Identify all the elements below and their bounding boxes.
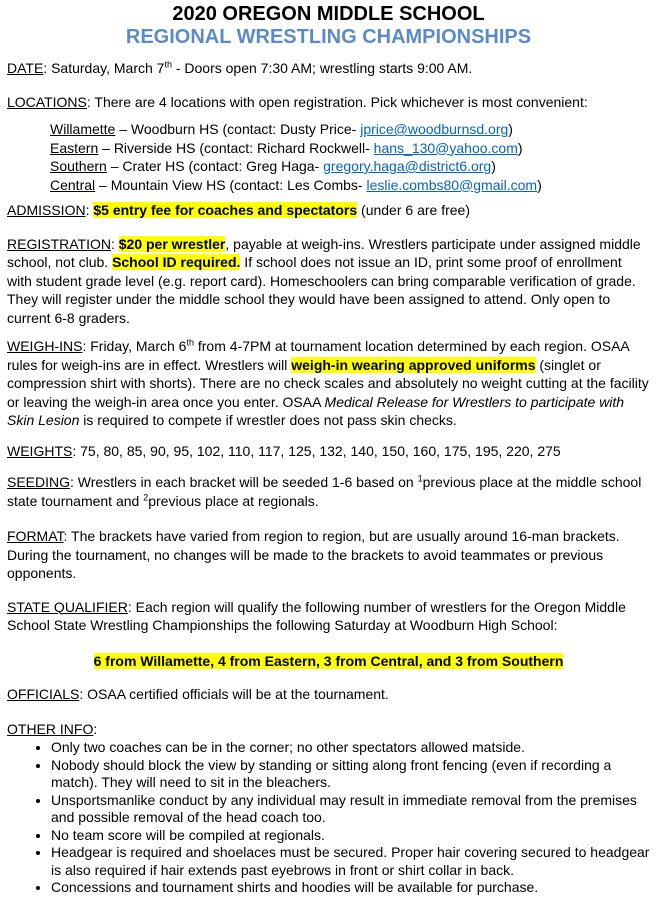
registration-colon: : [110,235,119,252]
location-item-southern [50,157,650,176]
region-name: Central [50,176,96,193]
state-qualifier-paragraph [7,598,650,635]
location-text-after: ) [491,158,496,174]
weights-line [7,442,650,461]
location-item-central [50,176,650,195]
format-paragraph [7,527,650,583]
seeding-superscript-2: 2 [143,491,149,502]
weighins-text-2: from 4-7PM at tournament location determined by each region. OSAA rules for weigh-ins are in effect. Wrestlers will [7,338,629,373]
seeding-superscript-1: 1 [417,473,423,484]
bullet-item-conduct: • Unsportsmanlike conduct by any individual may result in immediate removal from the premises and possible removal of the head coach too. [51,792,650,827]
bullet-item-team-score: • No team score will be compiled at regionals. [51,827,650,845]
weighins-superscript: th [186,337,194,348]
other-info-heading [7,720,650,739]
date-text-2: - Doors open 7:30 AM; wrestling starts 9:00 AM. [171,60,473,76]
other-info-list [7,739,650,897]
other-info-label: OTHER INFO [7,720,94,737]
location-text-after: ) [537,176,542,193]
locations-label: LOCATIONS [7,93,87,110]
email-link-willamette[interactable]: jprice@woodburnsd.org [360,121,509,137]
weighins-text-4: is required to compete if wrestler does not pass skin checks. [79,412,457,428]
weights-values: : 75, 80, 85, 90, 95, 102, 110, 117, 125, 132, 140, 150, 160, 175, 195, 220, 275 [72,442,561,459]
registration-text-after: If school does not issue an ID, print some proof of enrollment with student grade level (e.g. report card). Homeschoolers can bring comparable verification of grade. They will register under the middle school they would have been assigned to attend. Only open to current 6-8 graders. [7,254,636,326]
locations-list [7,120,650,194]
seeding-label: SEEDING [7,474,71,490]
title-line2: REGIONAL WRESTLING CHAMPIONSHIPS [125,26,532,48]
bullet-item-coaches: • Only two coaches can be in the corner; no other spectators allowed matside. [51,739,650,757]
title-line1: 2020 OREGON MIDDLE SCHOOL [172,3,485,25]
region-name: Eastern [50,139,99,156]
admission-text-after: (under 6 are free) [357,202,470,218]
other-info-colon: : [93,720,98,737]
officials-line [7,685,650,704]
date-line [7,59,650,78]
location-item-eastern [50,139,650,158]
location-item-willamette [50,120,650,139]
location-text: – Woodburn HS (contact: Dusty Price- [115,121,361,137]
registration-label: REGISTRATION [7,235,111,252]
weights-label: WEIGHTS [7,442,73,459]
weighins-label: WEIGH-INS [7,338,83,354]
date-superscript: th [164,59,172,70]
seeding-paragraph [7,473,650,510]
date-label: DATE [7,60,44,76]
format-text: : The brackets have varied from region to region, but are usually around 16-man brackets. During the tournament, no changes will be made to the brackets to avoid teammates or previous opponents. [7,528,620,581]
seeding-text-2: previous place at the middle school state tournament and [7,474,642,509]
location-text: – Riverside HS (contact: Richard Rockwell- [98,139,374,156]
medical-release-italic: Medical Release for Wrestlers to participate with Skin Lesion [7,393,625,428]
region-name: Willamette [50,121,116,137]
location-text: – Mountain View HS (contact: Les Combs- [95,176,367,193]
email-link-central[interactable]: leslie.combs80@gmail.com [366,176,538,193]
state-qualifier-label: STATE QUALIFIER [7,598,128,615]
registration-text-mid: , payable at weigh-ins. Wrestlers participate under assigned middle school, not club. [7,235,641,270]
admission-highlight: $5 entry fee for coaches and spectators [93,202,358,218]
email-link-eastern[interactable]: hans_130@yahoo.com [373,139,518,156]
uniforms-highlight: weigh-in wearing approved uniforms [291,356,536,373]
locations-intro-text: : There are 4 locations with open registration. Pick whichever is most convenient: [86,93,588,110]
registration-fee-highlight: $20 per wrestler [118,235,226,252]
bullet-item-concessions: • Concessions and tournament shirts and hoodies will be available for purchase. [51,879,650,897]
weighins-text-3: (singlet or compression shirt with shorts). There are no check scales and absolutely no weight cutting at the facility or leaving the weigh-in area once you enter. OSAA [7,356,649,410]
bullet-item-headgear: • Headgear is required and shoelaces must be secured. Proper hair covering secured to headgear is also required if hair extends past eyebrows in front or shirt collar in back. [51,844,650,879]
seeding-text-3: previous place at regionals. [148,492,319,509]
format-label: FORMAT [7,528,64,544]
location-text: – Crater HS (contact: Greg Haga- [106,158,324,174]
state-qualifier-text: : Each region will qualify the following number of wrestlers for the Oregon Middle School State Wrestling Championships the following Saturday at Woodburn High School: [7,598,626,633]
registration-paragraph [7,235,650,328]
locations-intro [7,93,650,112]
officials-label: OFFICIALS [7,686,80,702]
admission-label: ADMISSION [7,202,86,218]
region-name: Southern [50,158,107,174]
qualifier-allocation-highlight: 6 from Willamette, 4 from Eastern, 3 from Central, and 3 from Southern [93,652,564,669]
location-text-after: ) [517,139,523,156]
weighins-paragraph [7,337,650,430]
location-text-after: ) [508,121,513,137]
admission-line [7,201,650,220]
date-text-1: : Saturday, March 7 [43,60,165,76]
qualifier-allocation-line [7,652,650,671]
officials-text: : OSAA certified officials will be at the tournament. [79,686,389,702]
school-id-highlight: School ID required. [112,254,241,270]
bullet-item-view-blocking: • Nobody should block the view by standing or sitting along front fencing (even if recording a match). They will need to sit in the bleachers. [51,757,650,792]
email-link-southern[interactable]: gregory.haga@district6.org [323,158,492,174]
seeding-text-1: : Wrestlers in each bracket will be seeded 1-6 based on [70,474,418,490]
weighins-text-1: : Friday, March 6 [82,338,187,354]
admission-colon: : [85,202,94,218]
